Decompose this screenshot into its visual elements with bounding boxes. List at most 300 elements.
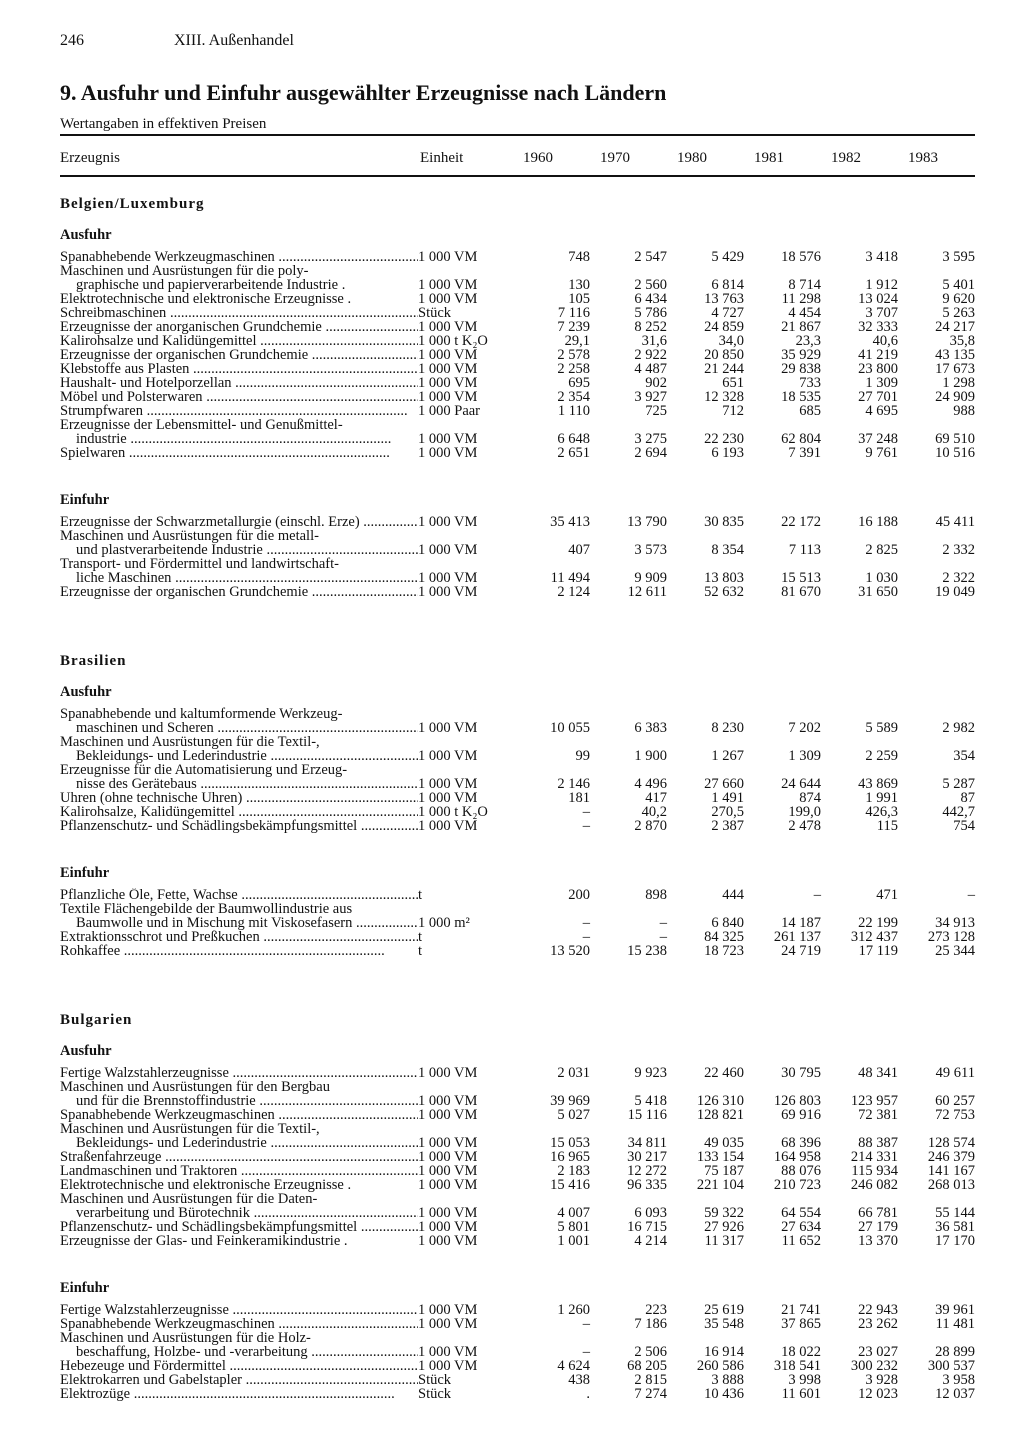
value-cell-1983: 273 128 [927,929,975,945]
table-row [60,1317,975,1331]
country-spacer [60,958,975,1006]
value-cell-1982: 2 825 [865,542,898,558]
value-cell-1983: 2 322 [942,570,975,586]
value-cell-1960: 5 801 [557,1219,590,1235]
unit-cell: Stück [418,305,452,321]
value-cell-1982: 43 869 [858,776,898,792]
value-cell-1982: 3 707 [865,305,898,321]
product-name [60,930,418,944]
product-name [60,529,418,557]
value-cell-1960: 39 969 [550,1093,590,1109]
unit-cell: 1 000 VM [418,1107,478,1123]
value-cell-1983: 10 516 [935,445,975,461]
unit-cell: 1 000 VM [418,291,478,307]
table-row [60,902,975,930]
value-cell-1981: 27 634 [781,1219,821,1235]
value-cell-1980: 8 354 [711,542,744,558]
unit-cell: 1 000 VM [418,1316,478,1332]
value-cell-1970: 5 418 [634,1093,667,1109]
unit-cell: 1 000 VM [418,319,478,335]
table-row [60,888,975,902]
value-cell-1970: 96 335 [627,1177,667,1193]
value-cell-1960: 2 354 [557,389,590,405]
value-cell-1981: 7 391 [788,445,821,461]
value-cell-1981: 68 396 [781,1135,821,1151]
value-cell-1981: 37 865 [781,1316,821,1332]
value-cell-1960: 695 [568,375,590,391]
product-name-line: Maschinen und Ausrüstungen für den Bergbau [60,1080,330,1094]
value-cell-1981: 18 535 [781,389,821,405]
value-cell-1970: 898 [645,887,667,903]
product-name-line: Elektrotechnische und elektronische Erzeugnisse . [60,1178,352,1192]
unit-cell: t [418,929,423,945]
value-cell-1970: 31,6 [641,333,667,349]
product-name-line: Pflanzenschutz- und Schädlingsbekämpfungsmittel ..... [60,1220,418,1234]
value-cell-1970: 3 927 [634,389,667,405]
product-name-line: nisse des Gerätebaus ..... [60,777,418,791]
table-row [60,1122,975,1150]
value-cell-1970: 9 909 [634,570,667,586]
value-cell-1983: 39 961 [935,1302,975,1318]
value-cell-1982: 214 331 [850,1149,898,1165]
value-cell-1960: 1 001 [557,1233,590,1249]
product-name [60,1317,418,1331]
value-cell-1981: 210 723 [773,1177,821,1193]
product-name [60,250,418,264]
value-cell-1982: 72 381 [858,1107,898,1123]
value-cell-1982: 123 957 [850,1093,898,1109]
value-cell-1960: 6 648 [557,431,590,447]
value-cell-1970: 6 434 [634,291,667,307]
product-name [60,418,418,446]
value-cell-1982: 13 370 [858,1233,898,1249]
product-name-line: Uhren (ohne technische Uhren) ..... [60,791,418,805]
unit-cell: 1 000 VM [418,1233,478,1249]
value-cell-1980: 13 803 [704,570,744,586]
value-cell-1980: 444 [722,887,744,903]
value-cell-1981: 11 652 [781,1233,821,1249]
value-cell-1960: 2 124 [557,584,590,600]
value-cell-1983: 5 401 [942,277,975,293]
value-cell-1981: 30 795 [781,1065,821,1081]
value-cell-1960: 105 [568,291,590,307]
value-cell-1981: 8 714 [788,277,821,293]
value-cell-1960: 748 [568,249,590,265]
value-cell-1983: 28 899 [935,1344,975,1360]
value-cell-1983: 45 411 [935,514,975,530]
value-cell-1980: 84 325 [704,929,744,945]
value-cell-1970: 12 272 [627,1163,667,1179]
product-name-line: Elektrokarren und Gabelstapler ..... [60,1373,418,1387]
value-cell-1970: 40,2 [641,804,667,820]
table-row [60,1220,975,1234]
unit-cell: 1 000 Paar [418,403,481,419]
unit-cell: 1 000 VM [418,431,478,447]
value-cell-1960: 10 055 [550,720,590,736]
table-row [60,292,975,306]
table-row [60,1373,975,1387]
value-cell-1981: 21 867 [781,319,821,335]
value-cell-1980: 2 387 [711,818,744,834]
value-cell-1960: 2 183 [557,1163,590,1179]
value-cell-1980: 10 436 [704,1386,744,1402]
unit-cell: 1 000 VM [418,277,478,293]
value-cell-1980: 52 632 [704,584,744,600]
product-name [60,1303,418,1317]
value-cell-1983: 128 574 [927,1135,975,1151]
column-header-1983: 1983 [908,150,938,166]
value-cell-1982: 471 [876,887,898,903]
table-row [60,763,975,791]
product-name-line: Bekleidungs- und Lederindustrie ..... [60,1136,418,1150]
country-spacer [60,599,975,647]
value-cell-1983: 12 037 [935,1386,975,1402]
unit-cell: 1 000 VM [418,790,478,806]
product-name-line: Hebezeuge und Fördermittel ..... [60,1359,418,1373]
value-cell-1960: 13 520 [550,943,590,959]
value-cell-1980: 35 548 [704,1316,744,1332]
value-cell-1960: 5 027 [557,1107,590,1123]
value-cell-1970: 15 116 [627,1107,667,1123]
value-cell-1970: 2 547 [634,249,667,265]
value-cell-1982: 3 928 [865,1372,898,1388]
product-name [60,557,418,585]
product-name [60,446,418,460]
product-name-line: Elektrotechnische und elektronische Erzeugnisse . [60,292,352,306]
value-cell-1980: 6 814 [711,277,744,293]
product-name [60,1164,418,1178]
product-name-line: Spielwaren ..... [60,446,418,460]
product-name-line: Extraktionsschrot und Preßkuchen ..... [60,930,418,944]
section-spacer [60,833,975,861]
value-cell-1980: 6 193 [711,445,744,461]
product-name-line: Transport- und Fördermittel und landwirtschaft- [60,557,339,571]
value-cell-1970: 16 715 [627,1219,667,1235]
table-row [60,362,975,376]
value-cell-1983: 11 481 [935,1316,975,1332]
product-name [60,1331,418,1359]
product-name [60,1178,418,1192]
unit-cell: 1 000 VM [418,1344,478,1360]
table-row [60,1303,975,1317]
value-cell-1983: 246 379 [927,1149,975,1165]
product-name [60,791,418,805]
unit-cell: 1 000 VM [418,1205,478,1221]
product-name [60,585,418,599]
product-name [60,348,418,362]
unit-cell: 1 000 VM [418,720,478,736]
value-cell-1983: 55 144 [935,1205,975,1221]
value-cell-1982: 1 912 [865,277,898,293]
value-cell-1980: 128 821 [696,1107,744,1123]
table-title: 9. Ausfuhr und Einfuhr ausgewählter Erzeugnisse nach Ländern [60,80,667,105]
value-cell-1960: 1 260 [557,1302,590,1318]
product-name-line: graphische und papierverarbeitende Industrie . [76,278,346,292]
column-header-1982: 1982 [831,150,861,166]
product-name-line: Strumpfwaren ..... [60,404,418,418]
product-name-line: Erzeugnisse der organischen Grundchemie ..... [60,585,418,599]
product-name-line: Erzeugnisse für die Automatisierung und Erzeug- [60,763,348,777]
value-cell-1981: 11 601 [781,1386,821,1402]
value-cell-1981: 15 513 [781,570,821,586]
value-cell-1970: 2 815 [634,1372,667,1388]
product-name [60,1234,418,1248]
product-name [60,1387,418,1401]
value-cell-1981: 88 076 [781,1163,821,1179]
value-cell-1983: 754 [953,818,975,834]
product-name [60,1066,418,1080]
value-cell-1960: – [582,915,590,931]
value-cell-1981: 18 022 [781,1344,821,1360]
product-name-line: Erzeugnisse der Glas- und Feinkeramikindustrie . [60,1234,348,1248]
value-cell-1970: 2 506 [634,1344,667,1360]
value-cell-1981: 62 804 [781,431,821,447]
unit-cell: 1 000 VM [418,445,478,461]
value-cell-1960: 200 [568,887,590,903]
unit-cell: 1 000 VM [418,249,478,265]
unit-cell: 1 000 VM [418,347,478,363]
product-name-line: Maschinen und Ausrüstungen für die Textil-, [60,1122,320,1136]
value-cell-1982: 312 437 [850,929,898,945]
value-cell-1980: 27 660 [704,776,744,792]
product-name [60,515,418,529]
value-cell-1970: 13 790 [627,514,667,530]
value-cell-1981: 1 309 [788,748,821,764]
value-cell-1960: 15 416 [550,1177,590,1193]
value-cell-1982: 115 [876,818,898,834]
product-name [60,1373,418,1387]
product-name-line: Rohkaffee ..... [60,944,418,958]
product-name [60,1220,418,1234]
value-cell-1982: 32 333 [858,319,898,335]
value-cell-1981: 29 838 [781,361,821,377]
value-cell-1980: 59 322 [704,1205,744,1221]
value-cell-1981: 733 [799,375,821,391]
product-name-line: Bekleidungs- und Lederindustrie ..... [60,749,418,763]
product-name-line: und für die Brennstoffindustrie ..... [60,1094,418,1108]
product-name [60,320,418,334]
column-header-1981: 1981 [754,150,784,166]
value-cell-1970: 417 [645,790,667,806]
value-cell-1970: 9 923 [634,1065,667,1081]
product-name-line: Klebstoffe aus Plasten ..... [60,362,418,376]
value-cell-1983: 354 [953,748,975,764]
product-name [60,306,418,320]
value-cell-1970: 30 217 [627,1149,667,1165]
section-heading: Ausfuhr [60,684,112,700]
value-cell-1981: 22 172 [781,514,821,530]
product-name [60,735,418,763]
product-name-line: Fertige Walzstahlerzeugnisse ..... [60,1303,418,1317]
unit-cell: 1 000 VM [418,1135,478,1151]
unit-cell: 1 000 VM [418,514,478,530]
page-number: 246 [60,32,84,49]
product-name [60,1192,418,1220]
chapter-title: XIII. Außenhandel [174,32,294,49]
value-cell-1960: 2 031 [557,1065,590,1081]
value-cell-1960: – [582,818,590,834]
product-name [60,819,418,833]
product-name-line: Maschinen und Ausrüstungen für die Daten- [60,1192,318,1206]
unit-cell: 1 000 m² [418,915,470,931]
value-cell-1982: 300 232 [850,1358,898,1374]
value-cell-1983: 3 958 [942,1372,975,1388]
value-cell-1980: 1 491 [711,790,744,806]
value-cell-1983: 60 257 [935,1093,975,1109]
value-cell-1983: 72 753 [935,1107,975,1123]
value-cell-1960: 35 413 [550,514,590,530]
unit-cell: Stück [418,1386,452,1402]
table-row [60,707,975,735]
country-heading: Brasilien [60,653,127,669]
product-name [60,1359,418,1373]
product-name [60,390,418,404]
value-cell-1981: 261 137 [773,929,821,945]
product-name [60,1150,418,1164]
product-name-line: Maschinen und Ausrüstungen für die Textil-, [60,735,320,749]
value-cell-1982: 31 650 [858,584,898,600]
table-row [60,320,975,334]
value-cell-1983: 442,7 [942,804,975,820]
product-name-line: industrie ..... [60,432,418,446]
value-cell-1982: 5 589 [865,720,898,736]
table-row [60,404,975,418]
table-body [60,190,975,1401]
value-cell-1981: 3 998 [788,1372,821,1388]
value-cell-1960: 15 053 [550,1135,590,1151]
header-top-rule [60,134,975,136]
value-cell-1981: 14 187 [781,915,821,931]
value-cell-1983: 9 620 [942,291,975,307]
value-cell-1981: 874 [799,790,821,806]
table-row [60,306,975,320]
value-cell-1983: 988 [953,403,975,419]
unit-cell: 1 000 VM [418,1358,478,1374]
value-cell-1970: 223 [645,1302,667,1318]
value-cell-1983: 141 167 [927,1163,975,1179]
table-row [60,348,975,362]
section-heading: Ausfuhr [60,1043,112,1059]
value-cell-1983: 3 595 [942,249,975,265]
table-row [60,1192,975,1220]
value-cell-1983: 24 217 [935,319,975,335]
value-cell-1960: 11 494 [550,570,590,586]
value-cell-1983: 49 611 [935,1065,975,1081]
value-cell-1981: 18 576 [781,249,821,265]
value-cell-1980: 3 888 [711,1372,744,1388]
value-cell-1970: 2 922 [634,347,667,363]
product-name-line: Kalirohsalze und Kalidüngemittel ..... [60,334,418,348]
unit-cell: 1 000 VM [418,1149,478,1165]
value-cell-1983: 87 [960,790,975,806]
value-cell-1981: 2 478 [788,818,821,834]
value-cell-1960: – [582,804,590,820]
value-cell-1982: 12 023 [858,1386,898,1402]
table-row [60,376,975,390]
page-header [60,32,294,50]
value-cell-1970: 725 [645,403,667,419]
table-row [60,390,975,404]
value-cell-1982: 9 761 [865,445,898,461]
value-cell-1983: 36 581 [935,1219,975,1235]
value-cell-1981: 7 202 [788,720,821,736]
section-spacer [60,460,975,488]
value-cell-1970: 4 496 [634,776,667,792]
value-cell-1983: 2 332 [942,542,975,558]
value-cell-1960: – [582,929,590,945]
table-row [60,1331,975,1359]
header-bottom-rule [60,175,975,177]
value-cell-1980: 18 723 [704,943,744,959]
value-cell-1970: 3 573 [634,542,667,558]
value-cell-1980: 270,5 [711,804,744,820]
value-cell-1980: 126 310 [696,1093,744,1109]
table-row [60,264,975,292]
value-cell-1980: 4 727 [711,305,744,321]
value-cell-1970: 8 252 [634,319,667,335]
value-cell-1981: 64 554 [781,1205,821,1221]
table-row [60,1164,975,1178]
value-cell-1982: 48 341 [858,1065,898,1081]
country-heading: Belgien/Luxemburg [60,196,205,212]
value-cell-1980: 22 230 [704,431,744,447]
value-cell-1983: 2 982 [942,720,975,736]
value-cell-1980: 75 187 [704,1163,744,1179]
value-cell-1970: 4 214 [634,1233,667,1249]
value-cell-1980: 20 850 [704,347,744,363]
product-name-line: Haushalt- und Hotelporzellan ..... [60,376,418,390]
value-cell-1983: 69 510 [935,431,975,447]
value-cell-1981: 81 670 [781,584,821,600]
product-name-line: Erzeugnisse der organischen Grundchemie ..... [60,348,418,362]
table-row [60,1108,975,1122]
table-row [60,557,975,585]
value-cell-1970: 2 694 [634,445,667,461]
unit-cell: 1 000 VM [418,748,478,764]
value-cell-1982: 40,6 [872,333,898,349]
product-name-line: Spanabhebende Werkzeugmaschinen ..... [60,1108,418,1122]
value-cell-1980: 30 835 [704,514,744,530]
table-row [60,446,975,460]
value-cell-1960: 7 116 [557,305,590,321]
value-cell-1981: 23,3 [795,333,821,349]
product-name-line: Pflanzenschutz- und Schädlingsbekämpfungsmittel ..... [60,819,418,833]
value-cell-1980: 11 317 [704,1233,744,1249]
unit-cell: 1 000 VM [418,1177,478,1193]
value-cell-1982: 41 219 [858,347,898,363]
value-cell-1981: 24 719 [781,943,821,959]
value-cell-1983: 43 135 [935,347,975,363]
value-cell-1981: 164 958 [773,1149,821,1165]
value-cell-1981: 11 298 [781,291,821,307]
unit-cell: 1 000 VM [418,776,478,792]
unit-cell: 1 000 VM [418,1093,478,1109]
table-row [60,250,975,264]
value-cell-1970: – [659,915,667,931]
product-name-line: Spanabhebende Werkzeugmaschinen ..... [60,1317,418,1331]
value-cell-1960: 16 965 [550,1149,590,1165]
table-row [60,334,975,348]
product-name-line: verarbeitung und Bürotechnik ..... [60,1206,418,1220]
value-cell-1983: 24 909 [935,389,975,405]
unit-cell: Stück [418,1372,452,1388]
value-cell-1970: 1 900 [634,748,667,764]
product-name-line: Baumwolle und in Mischung mit Viskosefasern ..... [60,916,418,930]
value-cell-1980: 8 230 [711,720,744,736]
product-name [60,888,418,902]
value-cell-1982: 23 027 [858,1344,898,1360]
product-name-line: Straßenfahrzeuge ..... [60,1150,418,1164]
